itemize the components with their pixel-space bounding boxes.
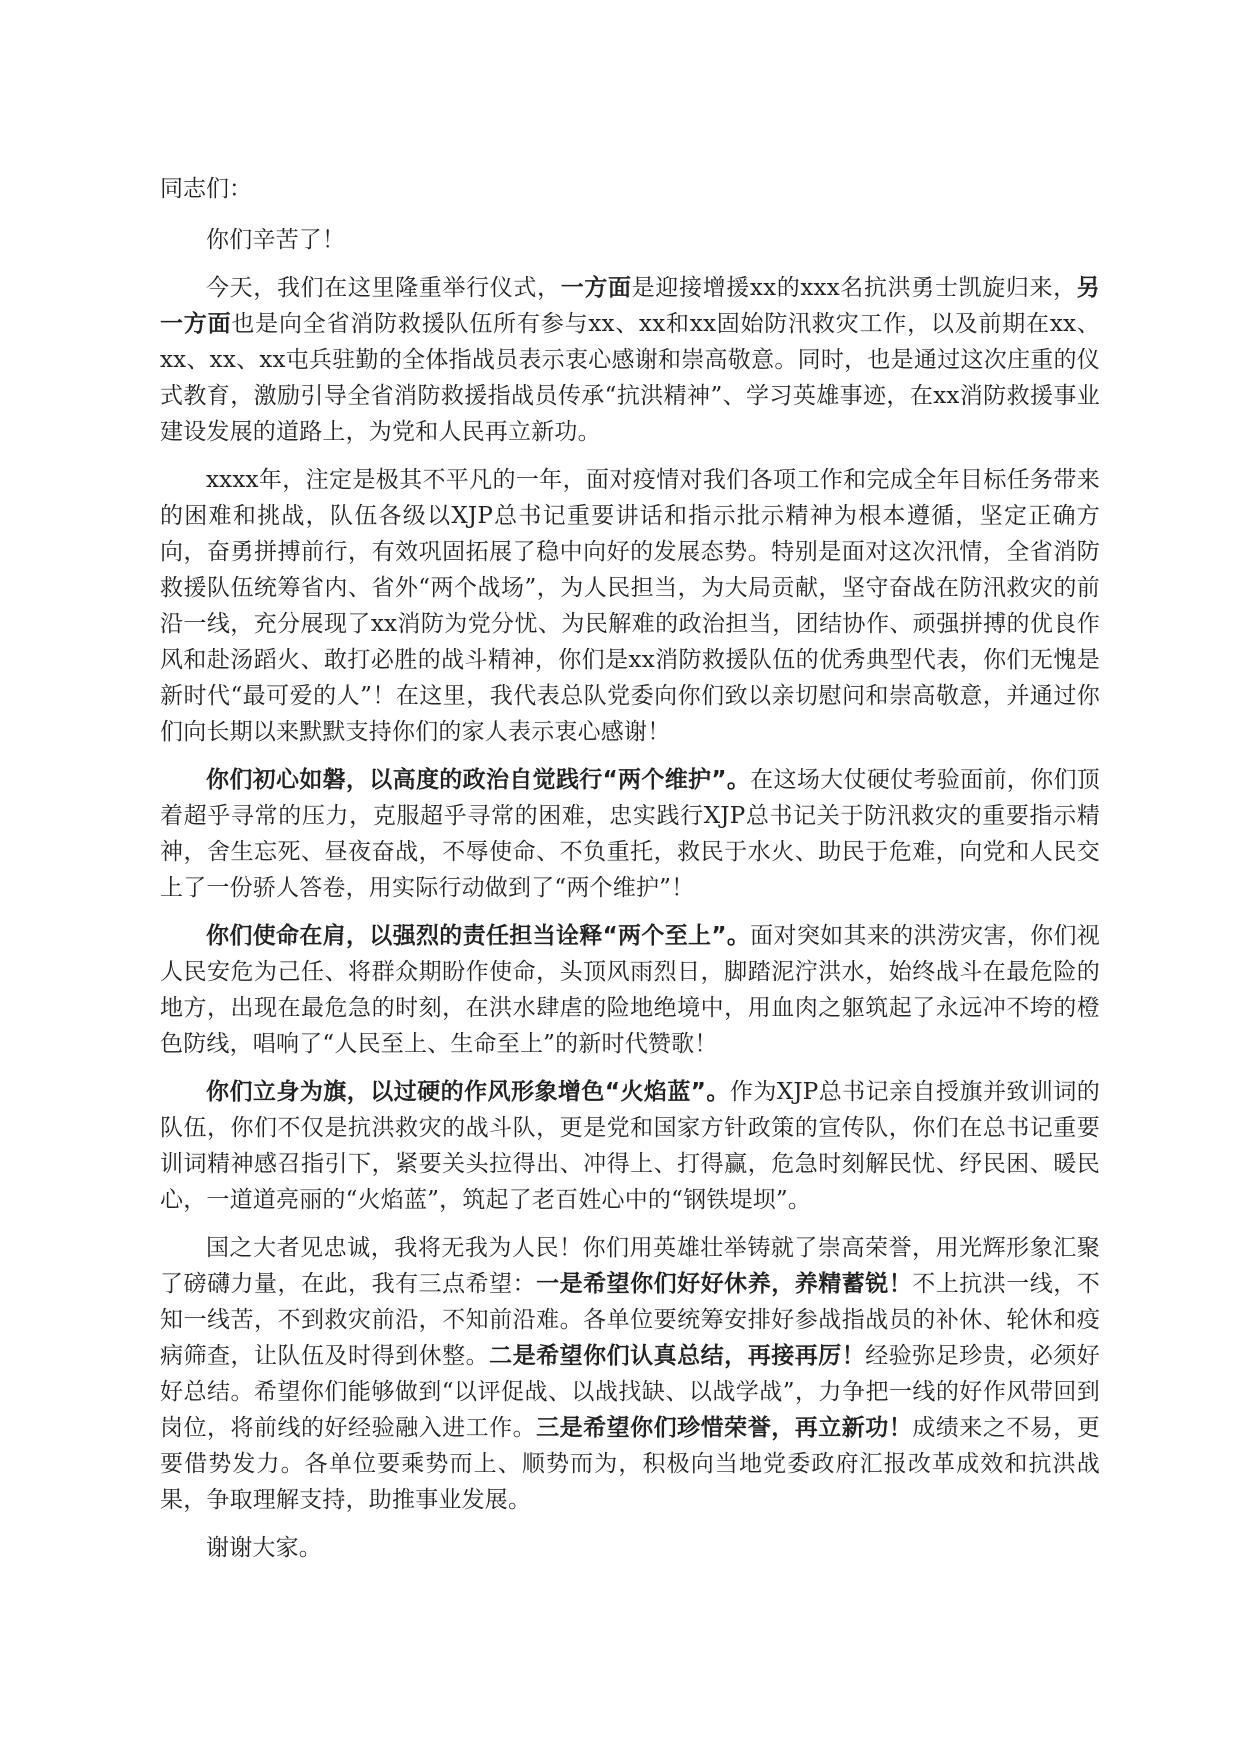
text-segment: 在这场大仗硬仗考验面前，你们顶着超乎寻常的压力，克服超乎寻常的困难，忠实践行XJP总书记关于防汛救灾的重要指示精神，舍生忘死、昼夜奋战，不辱使命、不负重托，救民于水火、助民于危难，向党和人民交上了一份骄人答卷，用实际行动做到了“两个维护”！ bbox=[160, 767, 1100, 901]
document-page bbox=[160, 168, 1100, 1578]
paragraph-intro bbox=[160, 270, 1100, 450]
text-segment: 是迎接增援xx的xxx名抗洪勇士凯旋归来， bbox=[631, 275, 1077, 301]
text-segment: 你们辛苦了！ bbox=[206, 227, 346, 253]
paragraph-point-2 bbox=[160, 918, 1100, 1062]
bold-segment: 另一方面 bbox=[160, 275, 1100, 337]
paragraph-greeting bbox=[160, 222, 1100, 258]
text-segment: xxxx年，注定是极其不平凡的一年，面对疫情对我们各项工作和完成全年目标任务带来的困难和挑战，队伍各级以XJP总书记重要讲话和指示批示精神为根本遵循，坚定正确方向，奋勇拼搏前行，有效巩固拓展了稳中向好的发展态势。特别是面对这次汛情，全省消防救援队伍统筹省内、省外“两个战场”，为人民担当，为大局贡献，坚守奋战在防汛救灾的前沿一线，充分展现了xx消防为党分忧、为民解难的政治担当，团结协作、顽强拼搏的优良作风和赴汤蹈火、敢打必胜的战斗精神，你们是xx消防救援队伍的优秀典型代表，你们无愧是新时代“最可爱的人”！在这里，我代表总队党委向你们致以亲切慰问和崇高敬意，并通过你们向长期以来默默支持你们的家人表示衷心感谢！ bbox=[160, 467, 1100, 745]
paragraph-point-1 bbox=[160, 762, 1100, 906]
bold-segment: 二是希望你们认真总结，再接再厉！ bbox=[489, 1343, 866, 1369]
text-segment: 作为XJP总书记亲自授旗并致训词的队伍，你们不仅是抗洪救灾的战斗队，更是党和国家方针政策的宣传队，你们在总书记重要训词精神感召指引下，紧要关头拉得出、冲得上、打得赢，危急时刻解民忧、纾民困、暖民心，一道道亮丽的“火焰蓝”，筑起了老百姓心中的“钢铁堤坝”。 bbox=[160, 1079, 1100, 1213]
bold-heading: 你们立身为旗，以过硬的作风形象增色“火焰蓝”。 bbox=[206, 1079, 730, 1105]
bold-segment: 三是希望你们珍惜荣誉，再立新功！ bbox=[536, 1415, 913, 1441]
paragraph-point-3 bbox=[160, 1074, 1100, 1218]
text-segment: 也是向全省消防救援队伍所有参与xx、xx和xx固始防汛救灾工作，以及前期在xx、xx、xx、xx屯兵驻勤的全体指战员表示衷心感谢和崇高敬意。同时，也是通过这次庄重的仪式教育，激励引导全省消防救援指战员传承“抗洪精神”、学习英雄事迹，在xx消防救援事业建设发展的道路上，为党和人民再立新功。 bbox=[160, 311, 1100, 445]
text-segment: 面对突如其来的洪涝灾害，你们视人民安危为己任、将群众期盼作使命，头顶风雨烈日，脚踏泥泞洪水，始终战斗在最危险的地方，出现在最危急的时刻，在洪水肆虐的险地绝境中，用血肉之躯筑起了永远冲不垮的橙色防线，唱响了“人民至上、生命至上”的新时代赞歌！ bbox=[160, 923, 1100, 1057]
paragraph-hopes bbox=[160, 1230, 1100, 1518]
bold-segment: 一方面 bbox=[560, 275, 632, 301]
text-segment: 不上抗洪一线，不知一线苦，不到救灾前沿，不知前沿难。各单位要统筹安排好参战指战员的补休、轮休和疫病筛查，让队伍及时得到休整。 bbox=[160, 1271, 1101, 1369]
paragraph-closing bbox=[160, 1530, 1100, 1566]
text-segment: 谢谢大家。 bbox=[206, 1535, 322, 1561]
bold-heading: 你们初心如磐，以高度的政治自觉践行“两个维护”。 bbox=[206, 767, 751, 793]
paragraph-year-review bbox=[160, 462, 1100, 750]
bold-segment: 一是希望你们好好休养，养精蓄锐！ bbox=[536, 1271, 913, 1297]
bold-heading: 你们使命在肩，以强烈的责任担当诠释“两个至上”。 bbox=[206, 923, 751, 949]
salutation: 同志们： bbox=[160, 176, 252, 202]
text-segment: 国之大者见忠诚，我将无我为人民！你们用英雄壮举铸就了崇高荣誉，用光辉形象汇聚了磅礴力量，在此，我有三点希望： bbox=[160, 1235, 1100, 1297]
text-segment: 成绩来之不易，更要借势发力。各单位要乘势而上、顺势而为，积极向当地党委政府汇报改革成效和抗洪战果，争取理解支持，助推事业发展。 bbox=[160, 1415, 1101, 1513]
text-segment: 经验弥足珍贵，必须好好总结。希望你们能够做到“以评促战、以战找缺、以战学战”，力争把一线的好作风带回到岗位，将前线的好经验融入进工作。 bbox=[160, 1343, 1101, 1441]
text-segment: 今天，我们在这里隆重举行仪式， bbox=[206, 275, 561, 301]
